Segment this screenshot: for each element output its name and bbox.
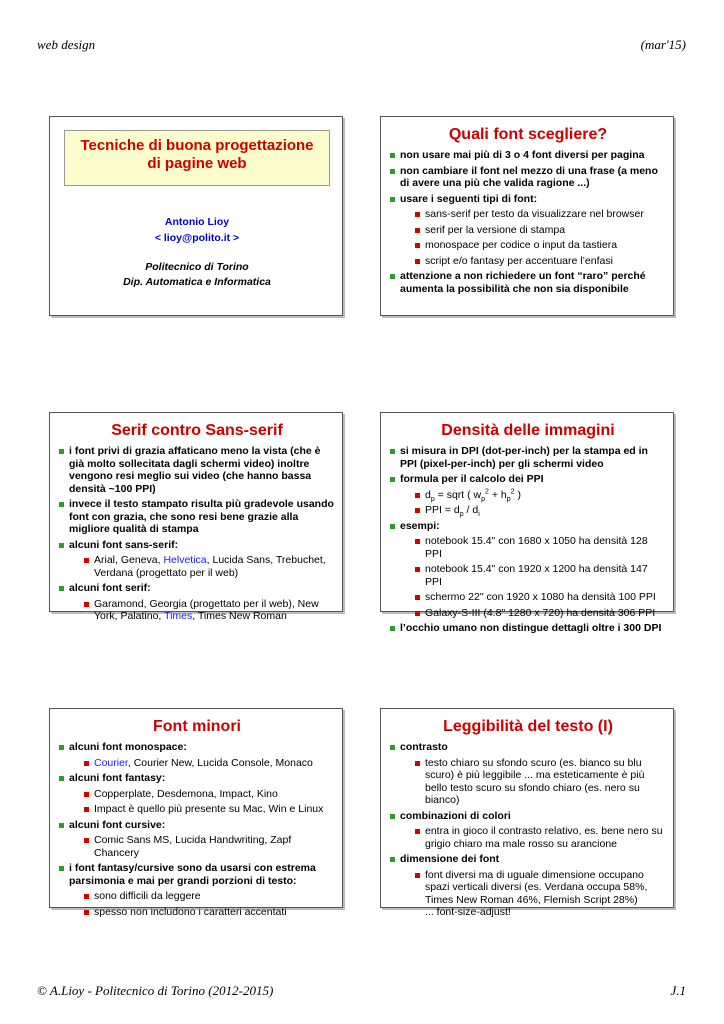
bullet-item: contrasto testo chiaro su sfondo scuro (es. bianco su blu scuro) è più leggibile ... ma esteticamente è più bello testo scuro su sfondo chiaro (es. nero su bianco) xyxy=(389,741,667,807)
sub-bullet-item: spesso non includono i caratteri accentati xyxy=(83,906,336,919)
bullet-item: formula per il calcolo dei PPI $d_p$ = sqrt ( $w_p^2 + h_p^2$ ) PPI = $d_p / d_i$ xyxy=(389,473,667,517)
presentation-title-line2: di pagine web xyxy=(147,155,247,172)
affiliation-line2: Dip. Automatica e Informatica xyxy=(123,276,271,288)
bullet-square-icon xyxy=(390,449,395,454)
bullet-square-icon xyxy=(59,776,64,781)
sub-bullet-square-icon xyxy=(415,508,420,513)
page-number: J.1 xyxy=(670,983,686,998)
sub-bullet-square-icon xyxy=(415,493,420,498)
slide-heading: Quali font scegliere? xyxy=(448,126,608,143)
slide-quali-font xyxy=(380,116,674,316)
sub-bullet-square-icon xyxy=(415,611,420,616)
bullet-square-icon xyxy=(390,745,395,750)
bullet-square-icon xyxy=(59,745,64,750)
affiliation-line1: Politecnico di Torino xyxy=(145,261,249,273)
sub-bullet-square-icon xyxy=(415,761,420,766)
sub-bullet-item: sans-serif per testo da visualizzare nel browser xyxy=(414,208,667,221)
bullet-item: i font fantasy/cursive sono da usarsi con estrema parsimonia e mai per grandi porzioni di testo: sono difficili da leggere spesso non includono i caratteri accentati xyxy=(58,862,336,918)
slide-heading: Leggibilità del testo (I) xyxy=(443,718,613,735)
slide-title xyxy=(49,116,343,316)
sub-bullet-square-icon xyxy=(84,910,89,915)
font-name-helvetica: Helvetica xyxy=(163,554,207,566)
bullet-item: alcuni font cursive: Comic Sans MS, Lucida Handwriting, Zapf Chancery xyxy=(58,819,336,860)
slide-heading: Serif contro Sans-serif xyxy=(111,422,283,439)
bullet-item: non usare mai più di 3 o 4 font diversi per pagina xyxy=(389,149,667,162)
presentation-title-box xyxy=(64,130,330,186)
bullet-square-icon xyxy=(390,626,395,631)
sub-bullet-square-icon xyxy=(415,829,420,834)
bullet-square-icon xyxy=(59,823,64,828)
bullet-square-icon xyxy=(59,586,64,591)
slide-leggibilita xyxy=(380,708,674,918)
sub-bullet-square-icon xyxy=(415,243,420,248)
sub-bullet-square-icon xyxy=(84,807,89,812)
sub-bullet-square-icon xyxy=(415,873,420,878)
font-name-times: Times xyxy=(164,610,193,622)
presentation-title-line1: Tecniche di buona progettazione xyxy=(80,137,314,154)
bullet-item: i font privi di grazia affaticano meno la vista (che è già molto sollecitata dagli schermi video) inoltre vengono resi meglio sui video (che hanno bassa densità ~100 PPI) xyxy=(58,445,336,495)
bullet-item: esempi: notebook 15.4" con 1680 x 1050 ha densità 128 PPI notebook 15.4" con 1920 x 1200 ha densità 147 PPI schermo 22" con 1920 x 1080 ha densità 100 PPI Galaxy-S-III (4.8" 1280 x 720) ha densità 306 PPI xyxy=(389,520,667,620)
sub-bullet-square-icon xyxy=(84,761,89,766)
page-header-right: (mar'15) xyxy=(640,37,686,52)
sub-bullet-item: Garamond, Georgia (progettato per il web), New York, Palatino, Times, Times New Roman xyxy=(83,598,336,623)
sub-bullet-item: notebook 15.4" con 1680 x 1050 ha densità 128 PPI xyxy=(414,535,667,560)
sub-bullet-item: sono difficili da leggere xyxy=(83,890,336,903)
bullet-square-icon xyxy=(390,857,395,862)
bullet-item: alcuni font sans-serif: Arial, Geneva, Helvetica, Lucida Sans, Trebuchet, Verdana (progettato per il web) xyxy=(58,539,336,580)
sub-bullet-square-icon xyxy=(415,228,420,233)
bullet-square-icon xyxy=(390,153,395,158)
sub-bullet-item: Arial, Geneva, Helvetica, Lucida Sans, Trebuchet, Verdana (progettato per il web) xyxy=(83,554,336,579)
sub-bullet-item: font diversi ma di uguale dimensione occupano spazi verticali diversi (es. Verdana occupa 58%, Times New Roman 46%, Flemish Script 28%) ... font-size-adjust! xyxy=(414,869,667,919)
sub-bullet-square-icon xyxy=(415,259,420,264)
sub-bullet-item: Comic Sans MS, Lucida Handwriting, Zapf Chancery xyxy=(83,834,336,859)
slide-heading: Font minori xyxy=(153,718,241,735)
formula-ppi: PPI = $d_p / d_i$ xyxy=(414,504,667,517)
bullet-square-icon xyxy=(59,866,64,871)
sub-bullet-item: entra in gioco il contrasto relativo, es. bene nero su grigio chiaro ma male rosso su arancione xyxy=(414,825,667,850)
sub-bullet-item: serif per la versione di stampa xyxy=(414,224,667,237)
bullet-square-icon xyxy=(390,274,395,279)
bullet-item: alcuni font serif: Garamond, Georgia (progettato per il web), New York, Palatino, Times, Times New Roman xyxy=(58,582,336,623)
bullet-item: non cambiare il font nel mezzo di una frase (a meno di avere una più che valida ragione ...) xyxy=(389,165,667,190)
sub-bullet-square-icon xyxy=(84,894,89,899)
bullet-square-icon xyxy=(390,197,395,202)
author-name: Antonio Lioy xyxy=(164,216,230,228)
bullet-square-icon xyxy=(390,524,395,529)
sub-bullet-square-icon xyxy=(84,602,89,607)
sub-bullet-item: Courier, Courier New, Lucida Console, Monaco xyxy=(83,757,336,770)
bullet-item: alcuni font monospace: Courier, Courier New, Lucida Console, Monaco xyxy=(58,741,336,769)
sub-bullet-item: monospace per codice o input da tastiera xyxy=(414,239,667,252)
bullet-square-icon xyxy=(390,169,395,174)
bullet-item: invece il testo stampato risulta più gradevole usando font con grazia, che sono resi bene grazie alla migliore qualità di stampa xyxy=(58,498,336,536)
page-header-left: web design xyxy=(37,37,96,52)
bullet-square-icon xyxy=(59,543,64,548)
sub-bullet-square-icon xyxy=(84,792,89,797)
formula-diagonal: $d_p$ = sqrt ( $w_p^2 + h_p^2$ ) xyxy=(414,489,667,502)
sub-bullet-square-icon xyxy=(415,567,420,572)
bullet-square-icon xyxy=(390,814,395,819)
sub-bullet-item: script e/o fantasy per accentuare l’enfasi xyxy=(414,255,667,268)
sub-bullet-item: testo chiaro su sfondo scuro (es. bianco su blu scuro) è più leggibile ... ma esteticamente è più bello testo scuro su sfondo chiaro (es. nero su bianco) xyxy=(414,757,667,807)
page-footer-copyright: © A.Lioy - Politecnico di Torino (2012-2015) xyxy=(37,983,274,998)
bullet-item: attenzione a non richiedere un font “raro” perché aumenta la possibilità che non sia disponibile xyxy=(389,270,667,295)
sub-bullet-square-icon xyxy=(415,595,420,600)
sub-bullet-square-icon xyxy=(84,838,89,843)
bullet-item: usare i seguenti tipi di font: sans-serif per testo da visualizzare nel browser serif per la versione di stampa monospace per codice o input da tastiera script e/o fantasy per accentuare l’enfasi xyxy=(389,193,667,268)
slide-heading: Densità delle immagini xyxy=(441,422,615,439)
bullet-item: si misura in DPI (dot-per-inch) per la stampa ed in PPI (pixel-per-inch) per gli schermi video xyxy=(389,445,667,470)
bullet-square-icon xyxy=(59,502,64,507)
slide-serif-sans xyxy=(49,412,343,622)
font-name-courier: Courier xyxy=(94,756,128,769)
sub-bullet-item: Copperplate, Desdemona, Impact, Kino xyxy=(83,788,336,801)
bullet-item: alcuni font fantasy: Copperplate, Desdemona, Impact, Kino Impact è quello più presente su Mac, Win e Linux xyxy=(58,772,336,816)
sub-bullet-item: schermo 22" con 1920 x 1080 ha densità 100 PPI xyxy=(414,591,667,604)
bullet-item: dimensione dei font font diversi ma di uguale dimensione occupano spazi verticali diversi (es. Verdana occupa 58%, Times New Roman 46%, Flemish Script 28%) ... font-size-adjust! xyxy=(389,853,667,919)
slide-densita xyxy=(380,412,674,634)
sub-bullet-square-icon xyxy=(415,212,420,217)
bullet-item: l’occhio umano non distingue dettagli oltre i 300 DPI xyxy=(389,622,667,635)
author-email: < lioy@polito.it > xyxy=(154,232,240,244)
slide-font-minori xyxy=(49,708,343,918)
bullet-square-icon xyxy=(390,477,395,482)
sub-bullet-item: Galaxy-S-III (4.8" 1280 x 720) ha densità 306 PPI xyxy=(414,607,667,620)
sub-bullet-item: notebook 15.4" con 1920 x 1200 ha densità 147 PPI xyxy=(414,563,667,588)
sub-bullet-square-icon xyxy=(415,539,420,544)
bullet-square-icon xyxy=(59,449,64,454)
sub-bullet-square-icon xyxy=(84,558,89,563)
sub-bullet-item: Impact è quello più presente su Mac, Win e Linux xyxy=(83,803,336,816)
bullet-item: combinazioni di colori entra in gioco il contrasto relativo, es. bene nero su grigio chiaro ma male rosso su arancione xyxy=(389,810,667,851)
